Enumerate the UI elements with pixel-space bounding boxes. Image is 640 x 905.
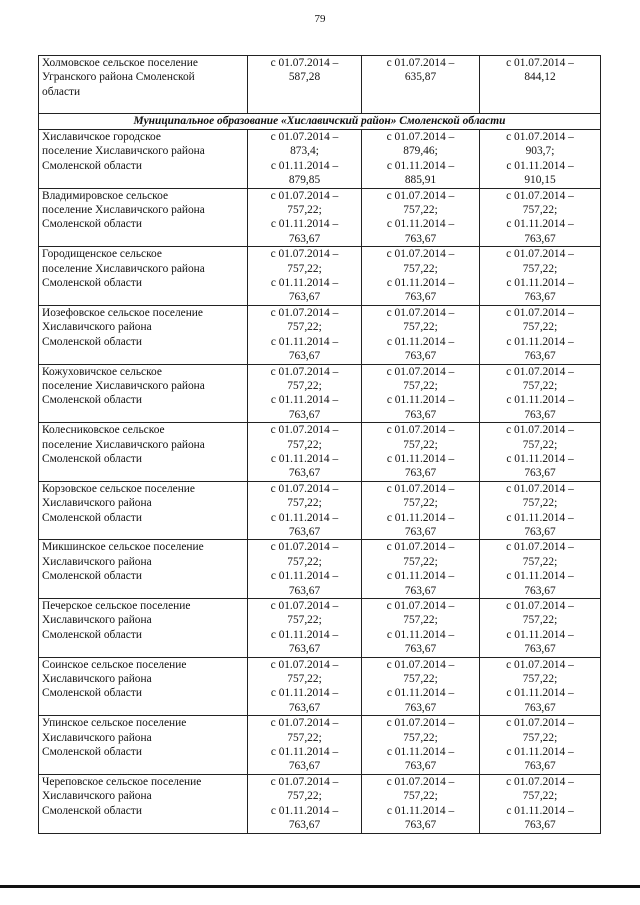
settlement-name-line: Владимировское сельское xyxy=(42,189,169,202)
tariff-value-line: с 01.07.2014 – xyxy=(506,306,574,319)
tariff-value-line: 757,22; xyxy=(403,673,438,686)
tariff-value-line: с 01.07.2014 – xyxy=(270,306,339,319)
settlement-name-cell xyxy=(39,774,248,833)
tariff-value-line: 757,22; xyxy=(403,438,438,451)
tariff-value-line: с 01.11.2014 – xyxy=(386,277,455,290)
tariff-value-line: с 01.07.2014 – xyxy=(506,189,574,202)
tariff-value-line: с 01.07.2014 – xyxy=(506,57,574,69)
tariff-value-cell xyxy=(480,305,601,364)
table-row xyxy=(39,481,601,540)
tariff-value-cell xyxy=(480,599,601,658)
tariff-value-line: 757,22; xyxy=(522,497,558,510)
tariff-value-cell xyxy=(248,774,362,833)
settlement-name-cell xyxy=(39,540,248,599)
tariff-value-line: 763,67 xyxy=(288,525,321,538)
tariff-value-line: 757,22; xyxy=(522,790,558,803)
tariff-value-line: с 01.07.2014 – xyxy=(506,424,574,437)
tariff-value-cell xyxy=(248,364,362,423)
tariff-value-cell xyxy=(248,56,362,114)
tariff-value-line: с 01.11.2014 – xyxy=(270,746,339,759)
tariff-value-cell xyxy=(480,364,601,423)
tariff-value-line: с 01.07.2014 – xyxy=(270,600,339,612)
tariff-value-line: 587,28 xyxy=(288,71,321,84)
tariff-table xyxy=(38,55,601,834)
tariff-value-line: 763,67 xyxy=(288,819,321,832)
settlement-name-cell xyxy=(39,481,248,540)
table-row xyxy=(39,774,601,833)
table-row xyxy=(39,540,601,599)
tariff-value-line: с 01.11.2014 – xyxy=(270,804,339,817)
tariff-value-line: с 01.07.2014 – xyxy=(386,131,455,143)
tariff-value-cell xyxy=(480,540,601,599)
table-row xyxy=(39,130,601,189)
table-row xyxy=(39,364,601,423)
tariff-value-line: с 01.11.2014 – xyxy=(506,159,574,172)
tariff-value-line: с 01.11.2014 – xyxy=(386,570,455,583)
settlement-name-line: Смоленской области xyxy=(42,511,142,524)
tariff-value-line: с 01.07.2014 – xyxy=(506,248,574,261)
tariff-value-line: 757,22; xyxy=(403,555,438,568)
settlement-name-line: Смоленской области xyxy=(42,218,142,231)
tariff-value-line: с 01.07.2014 – xyxy=(506,717,574,730)
settlement-name-line: Соинское сельское поселение xyxy=(42,658,187,671)
tariff-value-line: 763,67 xyxy=(404,467,437,480)
tariff-value-line: с 01.07.2014 – xyxy=(386,189,455,202)
tariff-value-line: с 01.07.2014 – xyxy=(270,57,339,69)
tariff-value-cell xyxy=(248,481,362,540)
tariff-value-line: 757,22; xyxy=(522,673,558,686)
tariff-value-line: 757,22; xyxy=(522,204,558,217)
settlement-name-line: Иозефовское сельское поселение xyxy=(42,306,203,319)
tariff-value-cell xyxy=(480,130,601,189)
tariff-value-line: с 01.07.2014 – xyxy=(270,365,339,378)
tariff-value-line: с 01.07.2014 – xyxy=(270,541,339,554)
tariff-value-line: 757,22; xyxy=(522,614,558,627)
settlement-name-line: Смоленской области xyxy=(42,452,142,465)
tariff-value-line: с 01.07.2014 – xyxy=(506,482,574,495)
tariff-value-line: 763,67 xyxy=(288,350,321,363)
tariff-value-cell xyxy=(480,56,601,114)
tariff-value-line: 763,67 xyxy=(288,643,321,656)
tariff-value-line: с 01.07.2014 – xyxy=(386,365,455,378)
tariff-value-line: 763,67 xyxy=(524,232,556,245)
tariff-value-cell xyxy=(362,657,480,716)
tariff-value-line: 757,22; xyxy=(522,731,558,744)
settlement-name-line: поселение Хиславичского района xyxy=(42,438,205,451)
tariff-value-cell xyxy=(248,599,362,658)
settlement-name-cell xyxy=(39,599,248,658)
tariff-value-line: с 01.11.2014 – xyxy=(270,218,339,231)
tariff-value-line: 757,22; xyxy=(403,379,438,392)
tariff-value-line: с 01.11.2014 – xyxy=(270,628,339,641)
tariff-value-cell xyxy=(480,657,601,716)
settlement-name-line: Смоленской области xyxy=(42,746,142,759)
tariff-value-line: с 01.07.2014 – xyxy=(270,189,339,202)
tariff-value-cell xyxy=(248,188,362,247)
tariff-value-line: с 01.11.2014 – xyxy=(386,804,455,817)
tariff-value-line: с 01.07.2014 – xyxy=(386,775,455,788)
tariff-value-line: с 01.11.2014 – xyxy=(506,335,574,348)
settlement-name-line: области xyxy=(42,85,81,98)
tariff-value-line: с 01.11.2014 – xyxy=(506,687,574,700)
tariff-value-line: с 01.11.2014 – xyxy=(386,394,455,407)
tariff-value-line: с 01.07.2014 – xyxy=(270,482,339,495)
tariff-value-cell xyxy=(362,247,480,306)
tariff-value-line: 763,67 xyxy=(524,584,556,597)
tariff-value-line: с 01.07.2014 – xyxy=(386,57,455,69)
tariff-value-cell xyxy=(480,716,601,775)
settlement-name-line: Хиславичского района xyxy=(42,321,152,334)
page-number: 79 xyxy=(314,13,326,25)
tariff-value-cell xyxy=(480,774,601,833)
tariff-value-line: 885,91 xyxy=(404,174,437,187)
tariff-value-line: с 01.11.2014 – xyxy=(386,335,455,348)
settlement-name-line: Угранского района Смоленской xyxy=(42,71,195,84)
tariff-value-line: 763,67 xyxy=(288,467,321,480)
tariff-value-cell xyxy=(248,423,362,482)
settlement-name-line: Городищенское сельское xyxy=(42,248,162,261)
settlement-name-line: Смоленской области xyxy=(42,687,142,700)
tariff-value-line: с 01.11.2014 – xyxy=(386,687,455,700)
tariff-value-line: с 01.07.2014 – xyxy=(270,658,339,671)
settlement-name-cell xyxy=(39,247,248,306)
settlement-name-line: Смоленской области xyxy=(42,394,142,407)
tariff-value-line: с 01.11.2014 – xyxy=(270,159,339,172)
tariff-value-line: 757,22; xyxy=(522,555,558,568)
tariff-value-line: с 01.07.2014 – xyxy=(506,600,574,612)
tariff-value-line: 763,67 xyxy=(524,819,556,832)
tariff-value-line: с 01.07.2014 – xyxy=(386,658,455,671)
tariff-value-line: 763,67 xyxy=(288,760,321,773)
tariff-value-line: 763,67 xyxy=(524,408,556,421)
tariff-value-cell xyxy=(362,481,480,540)
tariff-value-line: 757,22; xyxy=(287,614,322,627)
tariff-value-line: с 01.11.2014 – xyxy=(506,628,574,641)
settlement-name-cell xyxy=(39,716,248,775)
settlement-name-line: Череповское сельское поселение xyxy=(42,775,202,788)
settlement-name-line: Хиславичского района xyxy=(42,790,152,803)
tariff-value-line: 757,22; xyxy=(287,438,322,451)
bottom-rule xyxy=(0,885,640,888)
tariff-value-line: с 01.11.2014 – xyxy=(270,394,339,407)
tariff-value-line: 757,22; xyxy=(403,204,438,217)
table-row xyxy=(39,305,601,364)
tariff-value-line: с 01.11.2014 – xyxy=(386,159,455,172)
settlement-name-line: Холмовское сельское поселение xyxy=(42,57,198,69)
tariff-value-line: с 01.07.2014 – xyxy=(386,717,455,730)
tariff-value-line: 757,22; xyxy=(287,321,322,334)
settlement-name-line: поселение Хиславичского района xyxy=(42,262,205,275)
tariff-value-line: 763,67 xyxy=(288,232,321,245)
tariff-value-line: с 01.07.2014 – xyxy=(506,541,574,554)
settlement-name-line: Микшинское сельское поселение xyxy=(42,541,204,554)
settlement-name-line: Смоленской области xyxy=(42,570,142,583)
tariff-value-line: с 01.11.2014 – xyxy=(270,277,339,290)
tariff-value-line: 873,4; xyxy=(290,145,319,158)
tariff-value-cell xyxy=(362,540,480,599)
settlement-name-cell xyxy=(39,364,248,423)
tariff-value-cell xyxy=(248,716,362,775)
tariff-value-line: с 01.11.2014 – xyxy=(506,452,574,465)
tariff-value-line: 763,67 xyxy=(404,760,437,773)
tariff-value-line: 844,12 xyxy=(524,71,556,84)
tariff-value-line: 910,15 xyxy=(524,174,556,187)
tariff-value-line: 757,22; xyxy=(287,673,322,686)
settlement-name-line: Смоленской области xyxy=(42,335,142,348)
tariff-value-cell xyxy=(362,305,480,364)
tariff-value-line: 757,22; xyxy=(403,262,438,275)
tariff-value-cell xyxy=(480,423,601,482)
tariff-value-line: 903,7; xyxy=(525,145,555,158)
tariff-value-line: 763,67 xyxy=(524,760,556,773)
settlement-name-cell xyxy=(39,130,248,189)
tariff-value-line: с 01.11.2014 – xyxy=(270,452,339,465)
tariff-value-line: 757,22; xyxy=(287,379,322,392)
tariff-value-cell xyxy=(362,130,480,189)
tariff-value-line: с 01.11.2014 – xyxy=(386,628,455,641)
tariff-value-line: 757,22; xyxy=(522,262,558,275)
tariff-value-line: с 01.07.2014 – xyxy=(386,482,455,495)
tariff-value-cell xyxy=(362,716,480,775)
tariff-value-line: с 01.07.2014 – xyxy=(386,541,455,554)
table-row xyxy=(39,247,601,306)
tariff-value-line: 757,22; xyxy=(287,262,322,275)
tariff-value-line: 757,22; xyxy=(403,731,438,744)
tariff-value-line: 879,85 xyxy=(288,174,321,187)
tariff-value-cell xyxy=(480,481,601,540)
settlement-name-line: поселение Хиславичского района xyxy=(42,379,205,392)
settlement-name-line: поселение Хиславичского района xyxy=(42,204,205,217)
tariff-value-line: 763,67 xyxy=(404,350,437,363)
settlement-name-line: Кожуховичское сельское xyxy=(42,365,162,378)
tariff-value-line: с 01.07.2014 – xyxy=(386,424,455,437)
tariff-value-line: с 01.11.2014 – xyxy=(506,277,574,290)
tariff-value-line: с 01.11.2014 – xyxy=(506,746,574,759)
tariff-value-line: 763,67 xyxy=(404,525,437,538)
tariff-value-line: 763,67 xyxy=(524,525,556,538)
tariff-value-line: 757,22; xyxy=(403,321,438,334)
tariff-value-cell xyxy=(362,56,480,114)
tariff-value-line: 757,22; xyxy=(522,438,558,451)
tariff-value-line: с 01.07.2014 – xyxy=(270,424,339,437)
tariff-value-line: 763,67 xyxy=(524,291,556,304)
tariff-value-line: 757,22; xyxy=(522,379,558,392)
tariff-value-cell xyxy=(480,247,601,306)
tariff-value-line: с 01.07.2014 – xyxy=(270,131,339,143)
settlement-name-line: Упинское сельское поселение xyxy=(42,717,187,730)
tariff-value-line: 763,67 xyxy=(288,408,321,421)
table-row xyxy=(39,188,601,247)
tariff-value-line: 757,22; xyxy=(287,790,322,803)
settlement-name-line: Хиславичского района xyxy=(42,731,152,744)
tariff-value-line: 763,67 xyxy=(404,232,437,245)
tariff-value-line: с 01.11.2014 – xyxy=(506,570,574,583)
tariff-value-line: 763,67 xyxy=(404,408,437,421)
tariff-value-line: с 01.07.2014 – xyxy=(386,248,455,261)
tariff-value-line: с 01.07.2014 – xyxy=(506,365,574,378)
settlement-name-line: Колесниковское сельское xyxy=(42,424,165,437)
tariff-value-cell xyxy=(362,364,480,423)
settlement-name-line: Смоленской области xyxy=(42,159,142,172)
tariff-value-line: с 01.11.2014 – xyxy=(506,394,574,407)
tariff-value-line: 763,67 xyxy=(404,819,437,832)
tariff-value-line: 763,67 xyxy=(288,584,321,597)
settlement-name-line: Хиславичского района xyxy=(42,497,152,510)
table-row xyxy=(39,56,601,114)
tariff-value-line: 763,67 xyxy=(524,467,556,480)
tariff-value-line: 879,46; xyxy=(403,145,438,158)
tariff-value-line: 763,67 xyxy=(404,291,437,304)
settlement-name-line: Печерское сельское поселение xyxy=(42,600,191,612)
section-header-row xyxy=(39,114,601,130)
tariff-value-line: с 01.07.2014 – xyxy=(270,717,339,730)
table-row xyxy=(39,423,601,482)
tariff-value-line: с 01.07.2014 – xyxy=(270,248,339,261)
settlement-name-line: Смоленской области xyxy=(42,628,142,641)
tariff-value-line: с 01.11.2014 – xyxy=(386,746,455,759)
tariff-value-cell xyxy=(362,188,480,247)
tariff-value-line: с 01.11.2014 – xyxy=(386,452,455,465)
tariff-value-line: 763,67 xyxy=(288,291,321,304)
tariff-value-line: с 01.11.2014 – xyxy=(270,335,339,348)
tariff-value-cell xyxy=(362,774,480,833)
settlement-name-line: Хиславичского района xyxy=(42,555,152,568)
tariff-value-line: с 01.11.2014 – xyxy=(386,511,455,524)
tariff-value-cell xyxy=(248,657,362,716)
settlement-name-line: Смоленской области xyxy=(42,277,142,290)
tariff-value-cell xyxy=(362,599,480,658)
tariff-value-line: с 01.07.2014 – xyxy=(386,600,455,612)
tariff-value-line: 757,22; xyxy=(287,731,322,744)
settlement-name-line: Хиславичское городское xyxy=(42,131,161,143)
settlement-name-cell xyxy=(39,56,248,114)
tariff-value-line: с 01.11.2014 – xyxy=(506,218,574,231)
tariff-value-line: с 01.11.2014 – xyxy=(270,511,339,524)
settlement-name-line: поселение Хиславичского района xyxy=(42,145,205,158)
section-title: Муниципальное образование «Хиславичский район» Смоленской области xyxy=(39,114,601,130)
tariff-value-line: 757,22; xyxy=(403,497,438,510)
tariff-value-line: с 01.07.2014 – xyxy=(506,658,574,671)
tariff-value-line: 763,67 xyxy=(524,350,556,363)
tariff-value-line: с 01.11.2014 – xyxy=(270,687,339,700)
tariff-value-line: с 01.07.2014 – xyxy=(386,306,455,319)
tariff-value-line: с 01.11.2014 – xyxy=(270,570,339,583)
tariff-value-line: 763,67 xyxy=(404,643,437,656)
tariff-value-line: 763,67 xyxy=(404,701,437,714)
tariff-value-line: с 01.11.2014 – xyxy=(506,804,574,817)
tariff-table-body xyxy=(39,56,601,834)
tariff-value-line: 757,22; xyxy=(287,555,322,568)
tariff-value-line: 757,22; xyxy=(287,204,322,217)
tariff-value-line: 763,67 xyxy=(524,701,556,714)
table-row xyxy=(39,599,601,658)
tariff-value-line: 757,22; xyxy=(522,321,558,334)
tariff-value-cell xyxy=(362,423,480,482)
tariff-value-cell xyxy=(248,247,362,306)
table-row xyxy=(39,657,601,716)
settlement-name-cell xyxy=(39,657,248,716)
tariff-value-line: 635,87 xyxy=(404,71,437,84)
settlement-name-cell xyxy=(39,188,248,247)
settlement-name-line: Корзовское сельское поселение xyxy=(42,482,195,495)
tariff-value-cell xyxy=(248,130,362,189)
tariff-value-line: 763,67 xyxy=(288,701,321,714)
settlement-name-line: Хиславичского района xyxy=(42,673,152,686)
tariff-value-line: 763,67 xyxy=(524,643,556,656)
settlement-name-line: Смоленской области xyxy=(42,804,142,817)
settlement-name-line: Хиславичского района xyxy=(42,614,152,627)
tariff-value-line: 757,22; xyxy=(403,614,438,627)
tariff-value-cell xyxy=(248,540,362,599)
settlement-name-cell xyxy=(39,305,248,364)
tariff-value-line: 757,22; xyxy=(403,790,438,803)
tariff-value-line: с 01.07.2014 – xyxy=(270,775,339,788)
tariff-value-line: 757,22; xyxy=(287,497,322,510)
tariff-value-line: с 01.11.2014 – xyxy=(386,218,455,231)
tariff-value-line: с 01.07.2014 – xyxy=(506,131,574,143)
table-row xyxy=(39,716,601,775)
tariff-value-line: с 01.07.2014 – xyxy=(506,775,574,788)
tariff-value-line: с 01.11.2014 – xyxy=(506,511,574,524)
tariff-value-line: 763,67 xyxy=(404,584,437,597)
tariff-value-cell xyxy=(480,188,601,247)
settlement-name-cell xyxy=(39,423,248,482)
tariff-value-cell xyxy=(248,305,362,364)
